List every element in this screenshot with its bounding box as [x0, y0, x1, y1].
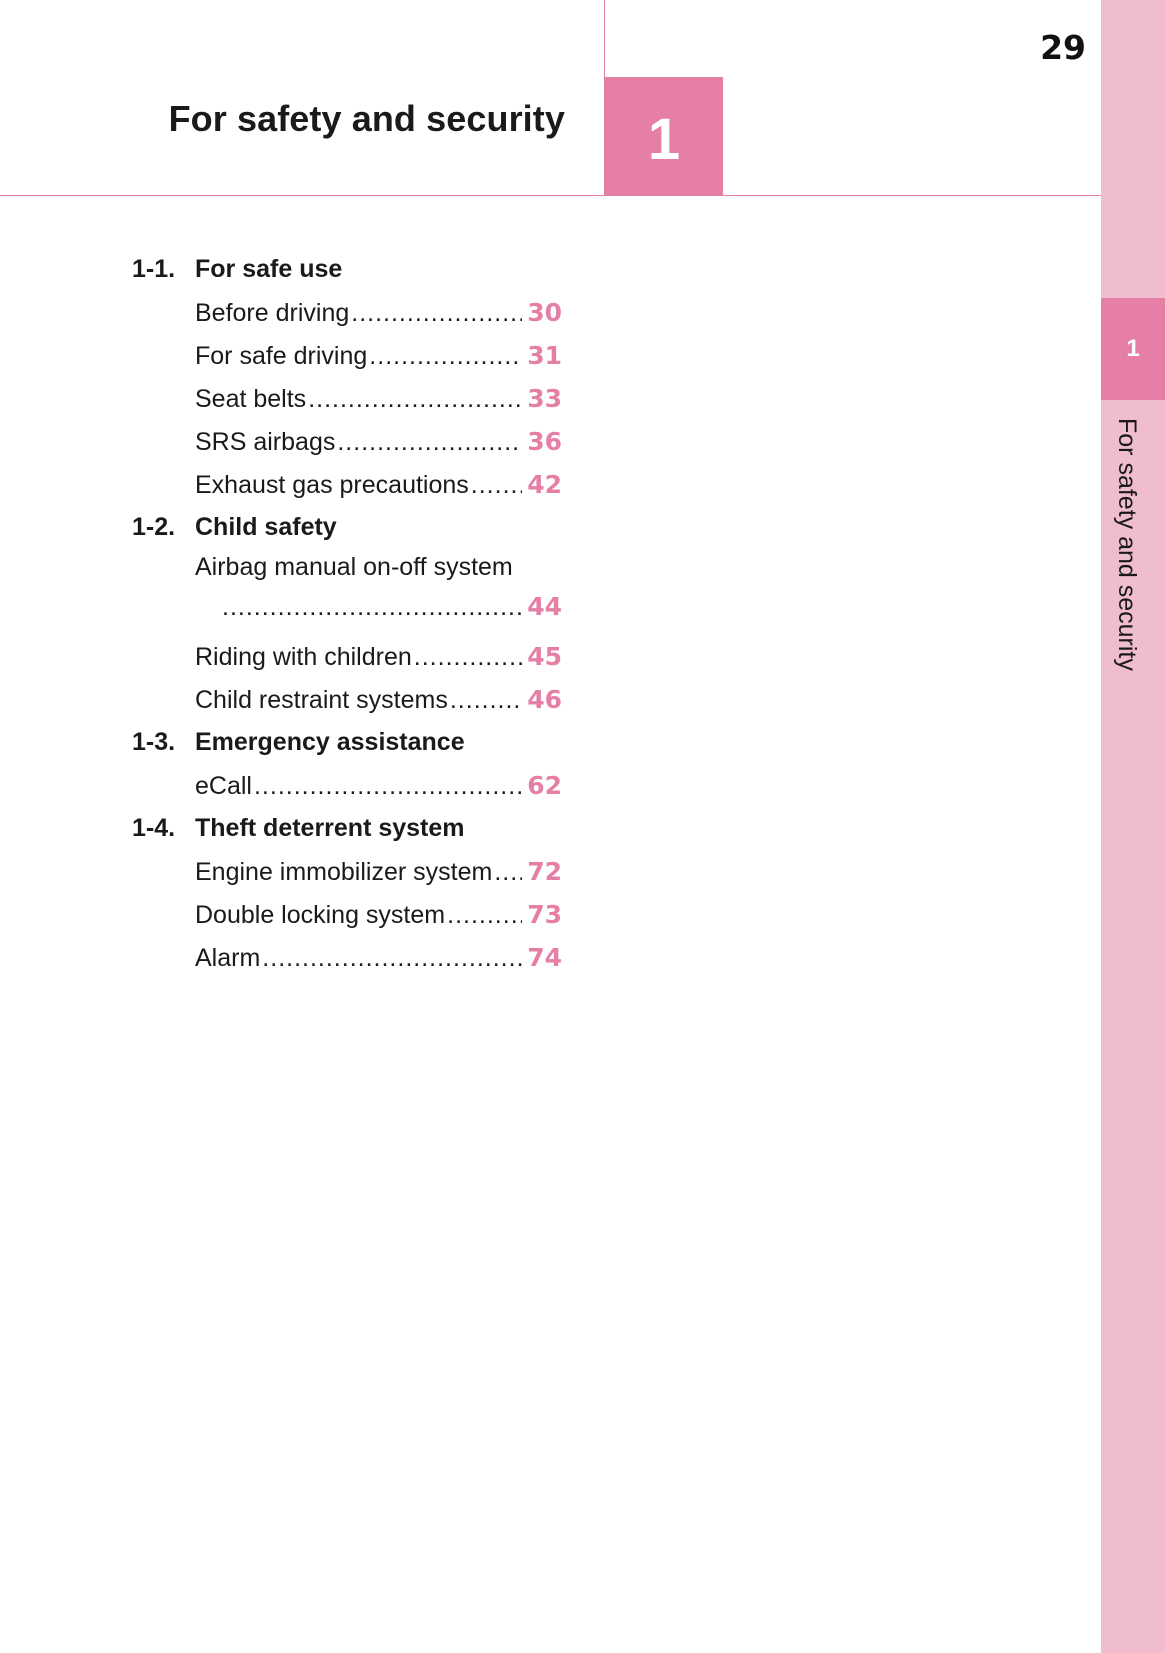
- entry-continuation: [195, 585, 562, 635]
- toc-entry[interactable]: [132, 936, 562, 979]
- toc-entry[interactable]: [132, 893, 562, 936]
- dot-leader: [471, 464, 522, 507]
- toc-section-heading[interactable]: [132, 248, 562, 291]
- toc-entry[interactable]: [132, 291, 562, 334]
- section-title: For safe use: [195, 255, 343, 283]
- entry-label: Before driving: [195, 299, 350, 327]
- dot-leader: [450, 679, 522, 722]
- entry-label: Engine immobilizer system: [195, 858, 493, 886]
- entry-page-number[interactable]: 30: [527, 298, 562, 327]
- toc-entry[interactable]: [132, 377, 562, 420]
- entry-page-number[interactable]: 42: [527, 470, 562, 499]
- dot-leader: [351, 292, 522, 335]
- dot-leader: [414, 636, 522, 679]
- section-number: 1-4.: [132, 814, 176, 842]
- toc-entry[interactable]: [132, 549, 562, 635]
- toc-entry[interactable]: [132, 635, 562, 678]
- dot-leader: [222, 585, 522, 629]
- toc-section-heading[interactable]: [132, 807, 562, 850]
- entry-label: eCall: [195, 772, 252, 800]
- entry-label: Child restraint systems: [195, 686, 448, 714]
- entry-page-number[interactable]: 46: [527, 685, 562, 714]
- entry-label: SRS airbags: [195, 428, 336, 456]
- section-title: Theft deterrent system: [195, 814, 465, 842]
- entry-label: Riding with children: [195, 643, 412, 671]
- toc-section-heading[interactable]: [132, 506, 562, 549]
- dot-leader: [337, 421, 522, 464]
- entry-label: Double locking system: [195, 901, 446, 929]
- dot-leader: [254, 765, 522, 808]
- header-horizontal-rule: [0, 195, 1101, 196]
- chapter-number-box: 1: [605, 77, 723, 195]
- section-title: Child safety: [195, 513, 337, 541]
- entry-label: Exhaust gas precautions: [195, 471, 469, 499]
- toc-entry[interactable]: [132, 463, 562, 506]
- page-number: 29: [1040, 28, 1086, 67]
- side-tab-label: For safety and security: [1113, 418, 1141, 671]
- toc-entry[interactable]: [132, 764, 562, 807]
- entry-label: For safe driving: [195, 342, 368, 370]
- toc-entry[interactable]: [132, 678, 562, 721]
- table-of-contents: [132, 248, 562, 979]
- dot-leader: [262, 937, 522, 980]
- entry-page-number[interactable]: 36: [527, 427, 562, 456]
- entry-page-number[interactable]: 62: [527, 771, 562, 800]
- side-tab-chapter-number[interactable]: 1: [1101, 298, 1165, 400]
- toc-entry[interactable]: [132, 850, 562, 893]
- section-number: 1-3.: [132, 728, 176, 756]
- section-title: Emergency assistance: [195, 728, 465, 756]
- entry-page-number[interactable]: 73: [527, 900, 562, 929]
- toc-section-heading[interactable]: [132, 721, 562, 764]
- page-title: For safety and security: [168, 98, 565, 139]
- entry-label: Seat belts: [195, 385, 307, 413]
- toc-entry[interactable]: [132, 334, 562, 377]
- entry-page-number[interactable]: 31: [527, 341, 562, 370]
- entry-label: Alarm: [195, 944, 261, 972]
- entry-page-number[interactable]: 74: [527, 943, 562, 972]
- side-chapter-tab: [1101, 0, 1165, 1653]
- toc-entry[interactable]: [132, 420, 562, 463]
- dot-leader: [494, 851, 522, 894]
- dot-leader: [369, 335, 522, 378]
- section-number: 1-1.: [132, 255, 176, 283]
- entry-page-number[interactable]: 33: [527, 384, 562, 413]
- entry-label: Airbag manual on-off system: [195, 553, 513, 581]
- entry-page-number[interactable]: 44: [527, 592, 562, 621]
- section-number: 1-2.: [132, 513, 176, 541]
- entry-page-number[interactable]: 72: [527, 857, 562, 886]
- dot-leader: [308, 378, 522, 421]
- entry-page-number[interactable]: 45: [527, 642, 562, 671]
- dot-leader: [447, 894, 522, 937]
